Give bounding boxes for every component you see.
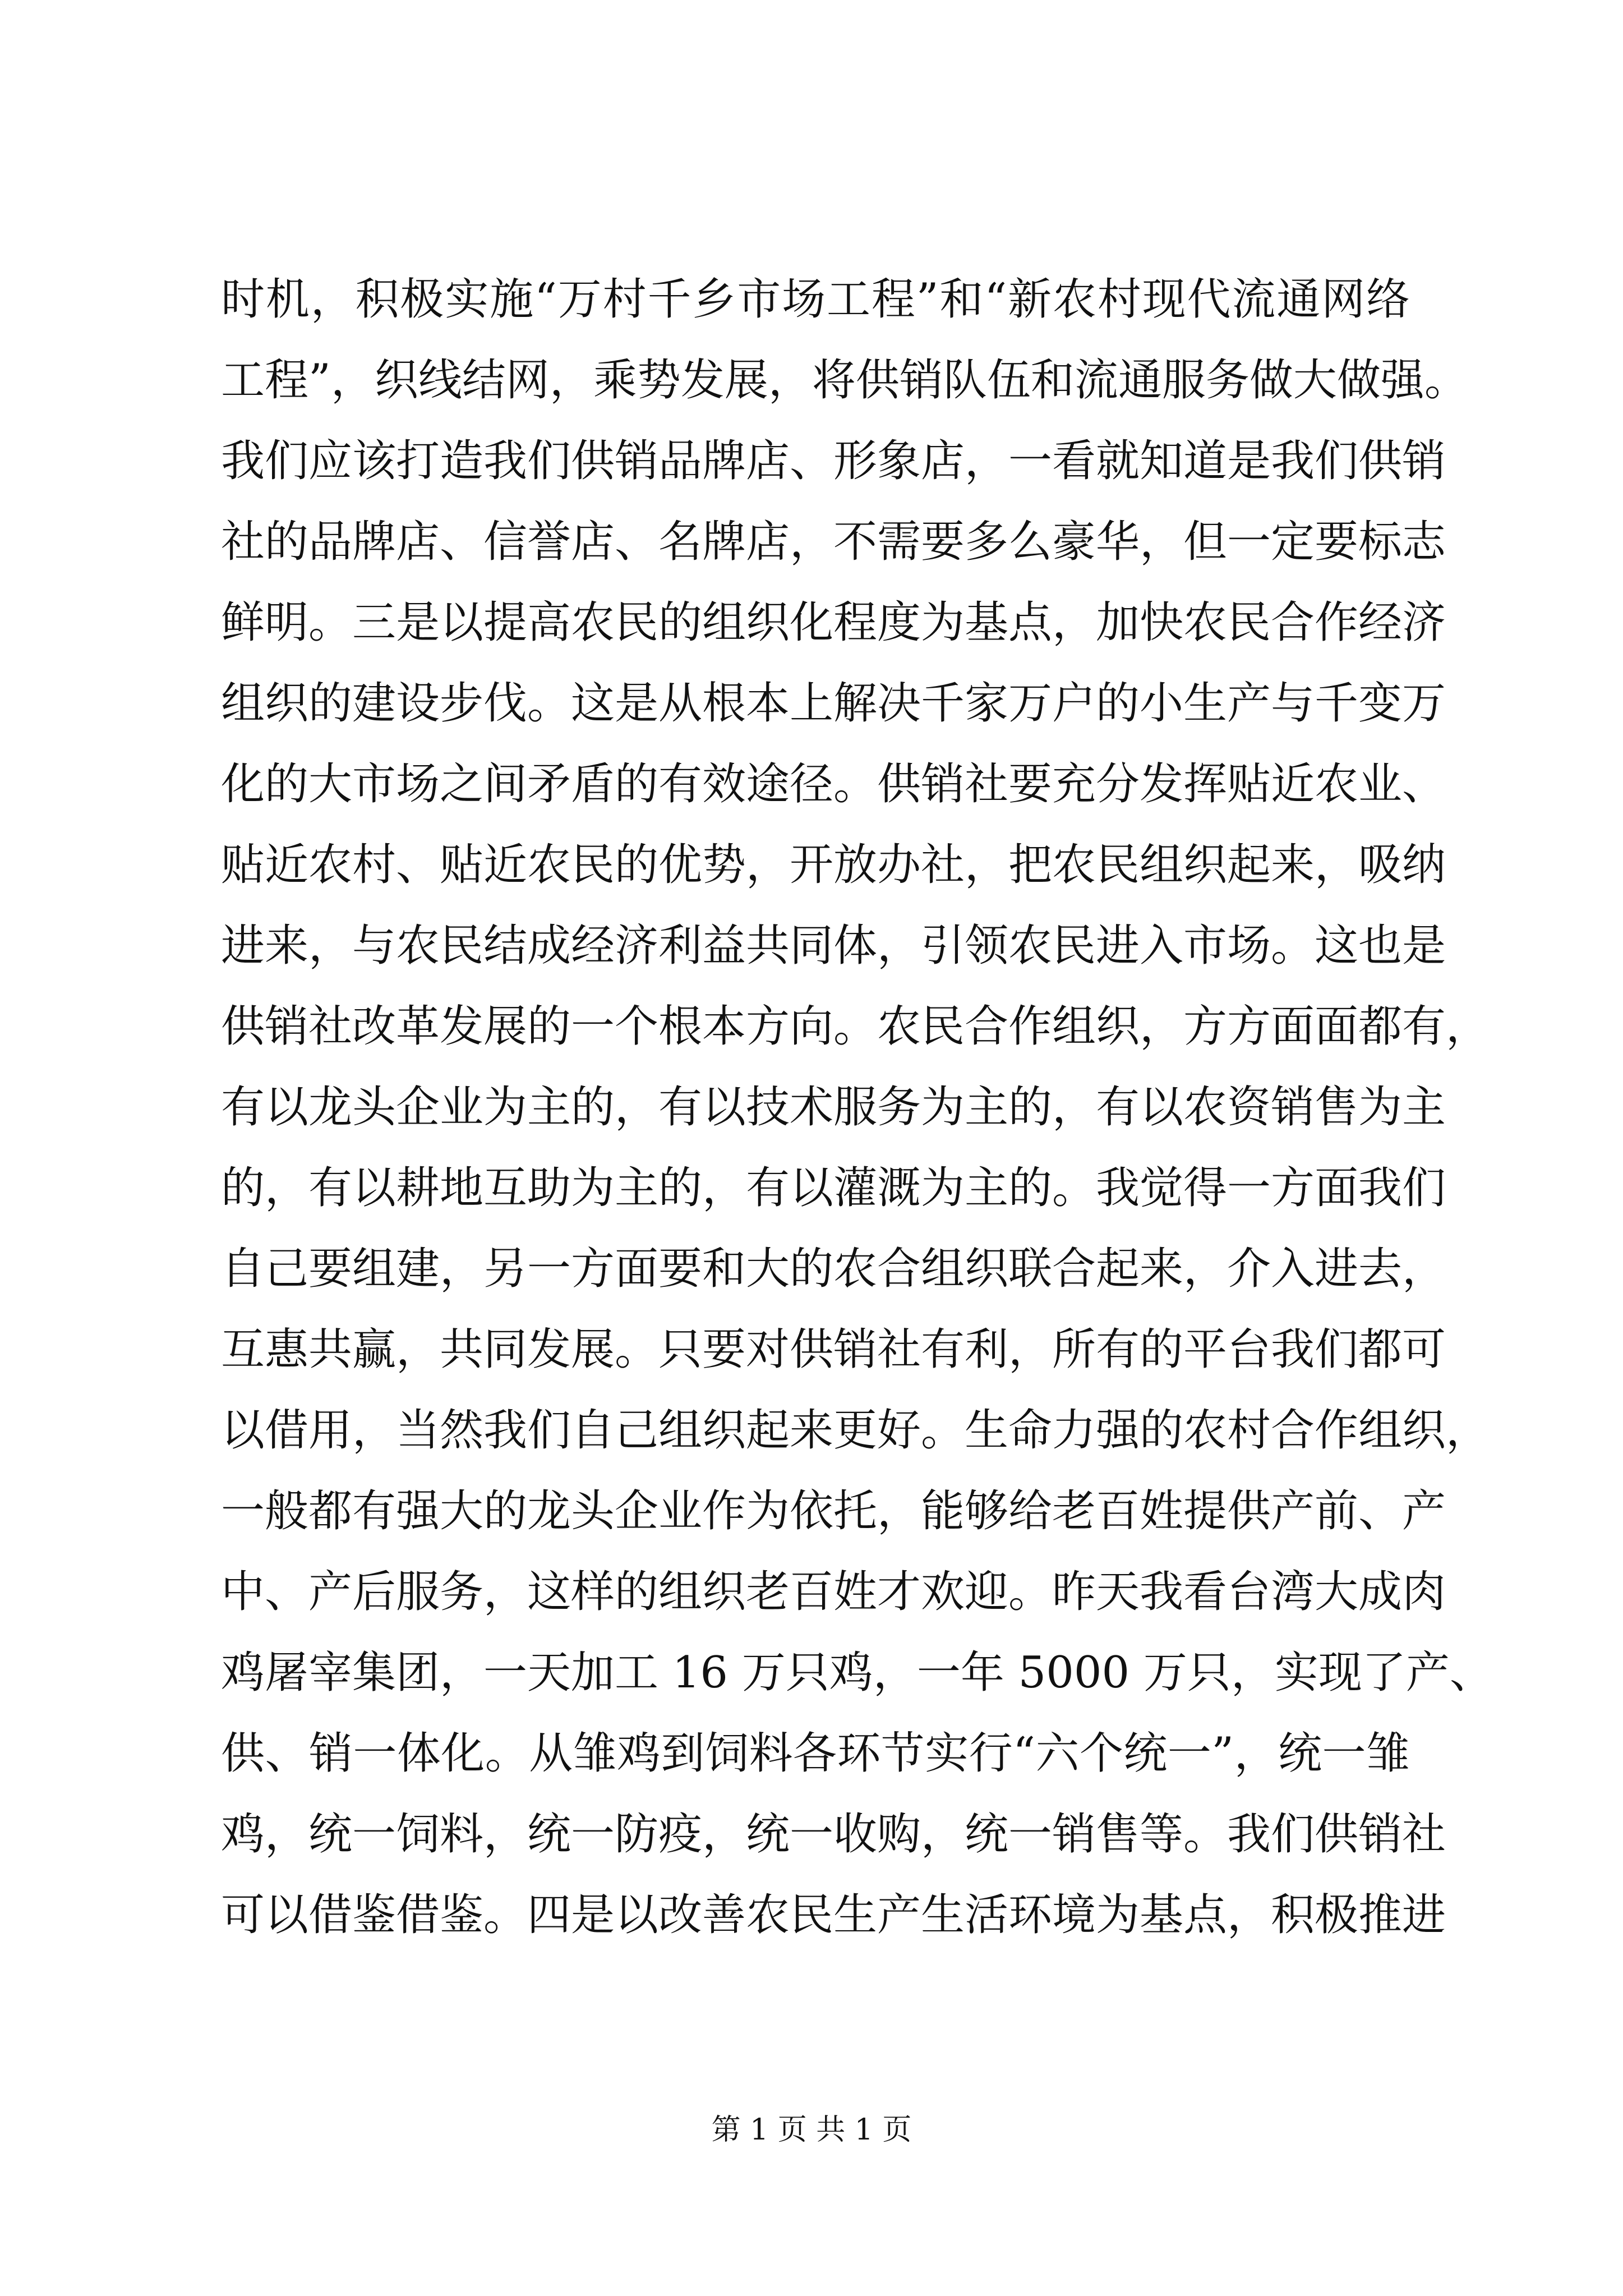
text-line: 组织的建设步伐。这是从根本上解决千家万户的小生产与千变万 <box>221 678 1446 729</box>
text-line: 供销社改革发展的一个根本方向。农民合作组织，方方面面都有， <box>221 1001 1490 1052</box>
text-line: 供、销一体化。从雏鸡到饲料各环节实行“六个统一”，统一雏 <box>221 1728 1410 1779</box>
text-line: 以借用，当然我们自己组织起来更好。生命力强的农村合作组织， <box>221 1405 1490 1456</box>
text-line: 贴近农村、贴近农民的优势，开放办社，把农民组织起来，吸纳 <box>221 840 1446 890</box>
text-line: 进来，与农民结成经济利益共同体，引领农民进入市场。这也是 <box>221 921 1446 971</box>
text-line: 社的品牌店、信誉店、名牌店，不需要多么豪华，但一定要标志 <box>221 517 1446 567</box>
text-line: 我们应该打造我们供销品牌店、形象店，一看就知道是我们供销 <box>221 436 1446 486</box>
text-line: 有以龙头企业为主的，有以技术服务为主的，有以农资销售为主 <box>221 1082 1446 1133</box>
page-footer <box>0 2110 1623 2150</box>
body-text <box>221 259 1493 1955</box>
page-number-label: 第 1 页 共 1 页 <box>711 2113 912 2147</box>
text-line: 一般都有强大的龙头企业作为依托，能够给老百姓提供产前、产 <box>221 1486 1446 1536</box>
text-line: 中、产后服务，这样的组织老百姓才欢迎。昨天我看台湾大成肉 <box>221 1567 1446 1617</box>
text-line: 互惠共赢，共同发展。只要对供销社有利，所有的平台我们都可 <box>221 1324 1446 1375</box>
text-line: 自己要组建，另一方面要和大的农合组织联合起来，介入进去， <box>221 1244 1446 1294</box>
text-line: 鸡屠宰集团，一天加工 16 万只鸡，一年 5000 万只，实现了产、 <box>221 1648 1493 1698</box>
text-line: 时机，积极实施“万村千乡市场工程”和“新农村现代流通网络 <box>221 274 1410 325</box>
text-line: 鸡，统一饲料，统一防疫，统一收购，统一销售等。我们供销社 <box>221 1809 1446 1860</box>
text-line: 的，有以耕地互助为主的，有以灌溉为主的。我觉得一方面我们 <box>221 1163 1446 1213</box>
text-line: 鲜明。三是以提高农民的组织化程度为基点，加快农民合作经济 <box>221 597 1446 648</box>
text-line: 可以借鉴借鉴。四是以改善农民生产生活环境为基点，积极推进 <box>221 1890 1446 1940</box>
text-line: 化的大市场之间矛盾的有效途径。供销社要充分发挥贴近农业、 <box>221 759 1446 809</box>
text-line: 工程”，织线结网，乘势发展，将供销队伍和流通服务做大做强。 <box>221 355 1468 406</box>
